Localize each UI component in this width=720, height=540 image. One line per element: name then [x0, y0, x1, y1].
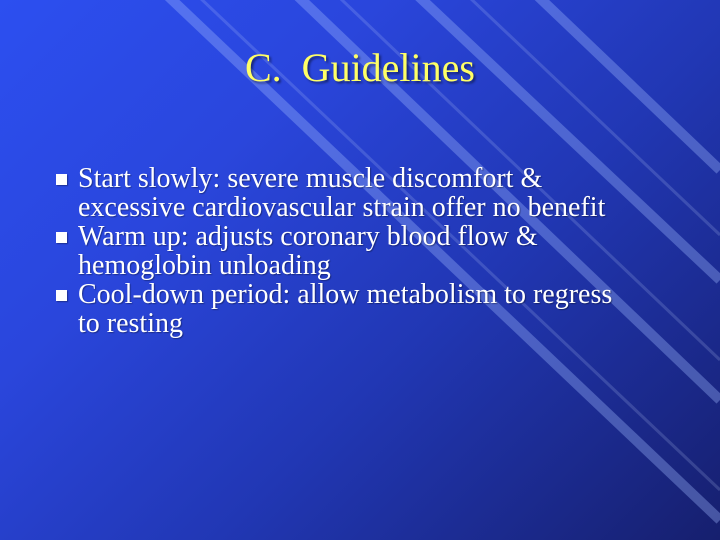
- square-bullet-icon: [56, 174, 67, 185]
- bullet-item: [56, 222, 636, 280]
- bullet-text: Start slowly: severe muscle discomfort & excessive cardiovascular strain offer no benefit: [78, 163, 606, 223]
- square-bullet-icon: [56, 290, 67, 301]
- bullet-item: [56, 280, 636, 338]
- square-bullet-icon: [56, 232, 67, 243]
- bullet-list: [56, 164, 636, 338]
- slide-title: C. Guidelines: [245, 45, 475, 90]
- bullet-item: [56, 164, 636, 222]
- bullet-text: Cool-down period: allow metabolism to regress to resting: [78, 279, 613, 339]
- bullet-text: Warm up: adjusts coronary blood flow & hemoglobin unloading: [78, 221, 538, 281]
